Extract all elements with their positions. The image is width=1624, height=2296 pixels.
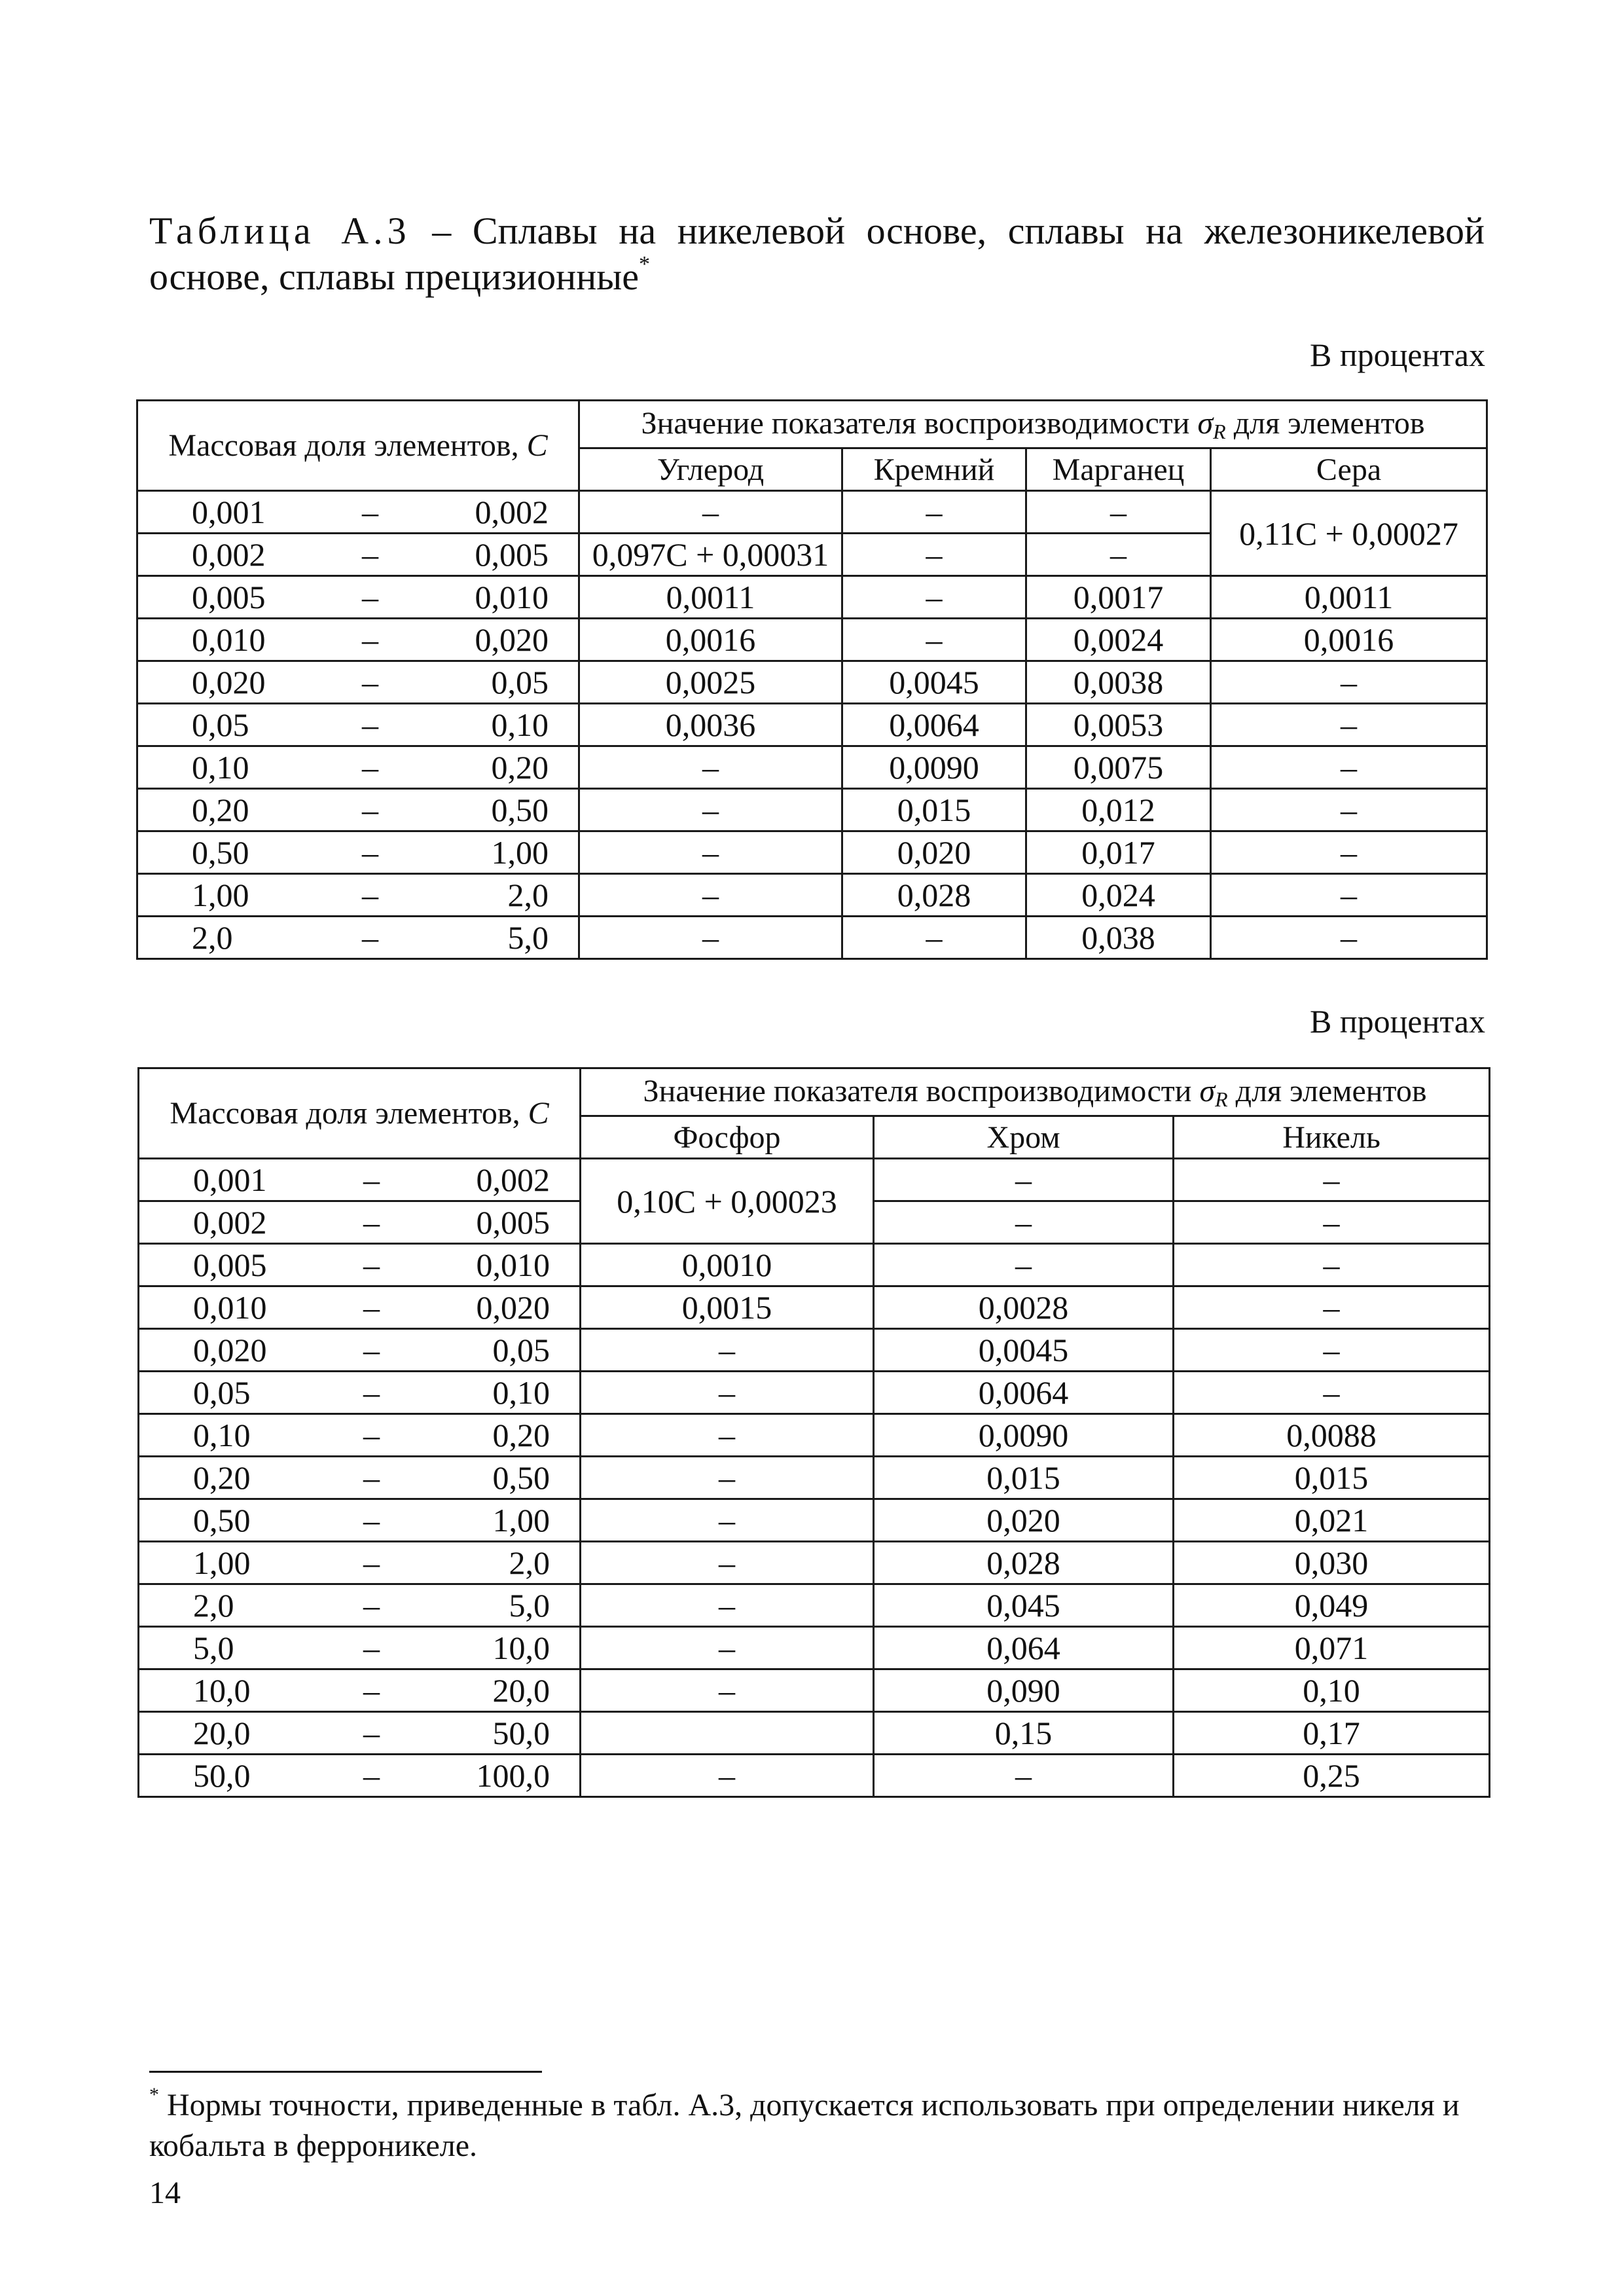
range-dash: – — [363, 1587, 380, 1624]
range-high: 20,0 — [492, 1672, 550, 1709]
range-low: 0,10 — [193, 1417, 251, 1453]
manganese-value: 0,012 — [1026, 789, 1211, 831]
silicon-value: 0,0045 — [842, 661, 1026, 704]
footnote-mark: * — [149, 2084, 159, 2105]
sulfur-value: – — [1211, 831, 1487, 874]
range-high: 5,0 — [507, 919, 549, 956]
mass-range-cell — [139, 1627, 581, 1669]
range-dash: – — [363, 1417, 380, 1453]
range-high: 2,0 — [509, 1544, 550, 1581]
phosphorus-value: – — [581, 1499, 874, 1542]
range-high: 0,010 — [476, 1247, 550, 1283]
table-1-header-carbon: Углерод — [579, 448, 842, 491]
mass-range-cell — [137, 491, 579, 534]
table-row — [139, 1414, 1490, 1457]
range-high: 0,002 — [475, 494, 549, 530]
range-low: 20,0 — [193, 1715, 251, 1751]
carbon-value: – — [579, 831, 842, 874]
mass-range-cell — [139, 1542, 581, 1584]
manganese-value: 0,0053 — [1026, 704, 1211, 746]
mass-range — [138, 621, 578, 659]
range-dash: – — [362, 834, 378, 871]
chromium-value: 0,15 — [874, 1712, 1174, 1755]
range-low: 0,010 — [192, 621, 266, 658]
mass-range — [139, 1459, 579, 1497]
mass-range — [138, 748, 578, 786]
table-row — [139, 1159, 1490, 1201]
carbon-value: – — [579, 917, 842, 959]
manganese-value: 0,0017 — [1026, 576, 1211, 619]
mass-range — [138, 663, 578, 701]
table-2-group-header: Значение показателя воспроизводимости $\sigma_R$ для элементов — [581, 1068, 1490, 1116]
table-1-header-silicon: Кремний — [842, 448, 1026, 491]
phosphorus-value: – — [581, 1329, 874, 1372]
phosphorus-value: – — [581, 1414, 874, 1457]
range-high: 1,00 — [492, 1502, 550, 1539]
table-row — [137, 491, 1487, 534]
range-high: 0,50 — [491, 792, 549, 828]
range-low: 2,0 — [192, 919, 233, 956]
silicon-value: – — [842, 534, 1026, 576]
table-row — [137, 917, 1487, 959]
phosphorus-value: – — [581, 1542, 874, 1584]
silicon-value: – — [842, 619, 1026, 661]
table-1-header-manganese: Марганец — [1026, 448, 1211, 491]
nickel-value: 0,25 — [1174, 1755, 1490, 1797]
mass-range-cell — [137, 704, 579, 746]
range-low: 0,005 — [192, 579, 266, 615]
nickel-value: – — [1174, 1372, 1490, 1414]
range-dash: – — [363, 1289, 380, 1326]
range-dash: – — [363, 1630, 380, 1666]
manganese-value: 0,0075 — [1026, 746, 1211, 789]
range-dash: – — [363, 1672, 380, 1709]
chromium-value: 0,0064 — [874, 1372, 1174, 1414]
chromium-value: – — [874, 1201, 1174, 1244]
chromium-value: 0,0045 — [874, 1329, 1174, 1372]
carbon-value: 0,0011 — [579, 576, 842, 619]
range-high: 0,05 — [491, 664, 549, 701]
phosphorus-value: – — [581, 1372, 874, 1414]
mass-range-cell — [139, 1286, 581, 1329]
silicon-value: 0,0064 — [842, 704, 1026, 746]
range-low: 0,05 — [193, 1374, 251, 1411]
range-low: 0,020 — [192, 664, 266, 701]
range-high: 1,00 — [491, 834, 549, 871]
range-high: 50,0 — [492, 1715, 550, 1751]
range-low: 0,20 — [193, 1459, 251, 1496]
range-dash: – — [362, 792, 378, 828]
manganese-value: 0,017 — [1026, 831, 1211, 874]
mass-range-cell — [139, 1584, 581, 1627]
manganese-value: 0,038 — [1026, 917, 1211, 959]
page-number: 14 — [149, 2176, 181, 2210]
mass-range — [138, 919, 578, 957]
silicon-value: – — [842, 576, 1026, 619]
range-high: 2,0 — [507, 877, 549, 913]
footnote-text: Нормы точности, приведенные в табл. А.3, допускается использовать при определении никеля и кобальта в ферроникеле. — [149, 2088, 1460, 2163]
footnote-divider — [149, 2071, 542, 2073]
table-row — [139, 1669, 1490, 1712]
range-high: 0,005 — [475, 536, 549, 573]
sulfur-value: – — [1211, 746, 1487, 789]
range-low: 10,0 — [193, 1672, 251, 1709]
table-row — [137, 619, 1487, 661]
range-low: 5,0 — [193, 1630, 234, 1666]
mass-range-cell — [137, 534, 579, 576]
table-2-header-phosphorus: Фосфор — [581, 1116, 874, 1159]
unit-label-table-1: В процентах — [1310, 337, 1485, 373]
silicon-value: 0,015 — [842, 789, 1026, 831]
mass-range-cell — [139, 1457, 581, 1499]
range-high: 100,0 — [476, 1757, 550, 1794]
range-high: 0,020 — [475, 621, 549, 658]
mass-range — [139, 1757, 579, 1795]
chromium-value: 0,0028 — [874, 1286, 1174, 1329]
mass-range — [139, 1374, 579, 1412]
range-high: 0,50 — [492, 1459, 550, 1496]
range-low: 1,00 — [192, 877, 249, 913]
table-row — [137, 704, 1487, 746]
range-dash: – — [363, 1161, 380, 1198]
nickel-value: 0,021 — [1174, 1499, 1490, 1542]
chromium-value: – — [874, 1159, 1174, 1201]
table-row — [139, 1712, 1490, 1755]
manganese-value: – — [1026, 491, 1211, 534]
range-dash: – — [362, 919, 378, 956]
mass-range — [139, 1544, 579, 1582]
range-low: 0,20 — [192, 792, 249, 828]
mass-range — [138, 536, 578, 574]
silicon-value: – — [842, 917, 1026, 959]
nickel-value: 0,10 — [1174, 1669, 1490, 1712]
nickel-value: 0,0088 — [1174, 1414, 1490, 1457]
phosphorus-value: – — [581, 1627, 874, 1669]
nickel-value: – — [1174, 1159, 1490, 1201]
table-title-footnote-mark: * — [638, 252, 650, 276]
table-row — [139, 1542, 1490, 1584]
carbon-value: 0,0016 — [579, 619, 842, 661]
table-row — [137, 831, 1487, 874]
carbon-value: – — [579, 789, 842, 831]
sulfur-value: – — [1211, 874, 1487, 917]
range-dash: – — [362, 664, 378, 701]
range-dash: – — [363, 1715, 380, 1751]
chromium-value: 0,020 — [874, 1499, 1174, 1542]
table-title-text: – Сплавы на никелевой основе, сплавы на железоникелевой основе, сплавы прецизионные — [149, 210, 1485, 298]
mass-range-cell — [137, 874, 579, 917]
mass-range-cell — [139, 1372, 581, 1414]
range-dash: – — [363, 1374, 380, 1411]
phosphorus-value: – — [581, 1457, 874, 1499]
sulfur-value: – — [1211, 704, 1487, 746]
mass-range — [139, 1586, 579, 1624]
table-2-header-nickel: Никель — [1174, 1116, 1490, 1159]
range-high: 0,020 — [476, 1289, 550, 1326]
phosphorus-value-merged: 0,10C + 0,00023 — [581, 1159, 874, 1244]
sulfur-value: 0,0011 — [1211, 576, 1487, 619]
phosphorus-value: – — [581, 1755, 874, 1797]
mass-range-cell — [137, 831, 579, 874]
nickel-value: – — [1174, 1244, 1490, 1286]
mass-range — [138, 833, 578, 871]
nickel-value: 0,071 — [1174, 1627, 1490, 1669]
mass-range-cell — [137, 917, 579, 959]
nickel-value: – — [1174, 1329, 1490, 1372]
table-title-label: Таблица А.3 — [149, 210, 411, 252]
range-high: 5,0 — [509, 1587, 550, 1624]
range-high: 10,0 — [492, 1630, 550, 1666]
table-row — [139, 1584, 1490, 1627]
table-row — [137, 789, 1487, 831]
table-row — [137, 661, 1487, 704]
carbon-value: 0,097C + 0,00031 — [579, 534, 842, 576]
nickel-value: – — [1174, 1201, 1490, 1244]
range-dash: – — [362, 579, 378, 615]
range-dash: – — [363, 1247, 380, 1283]
sulfur-value: – — [1211, 789, 1487, 831]
table-row — [139, 1372, 1490, 1414]
mass-range-cell — [137, 789, 579, 831]
table-row — [139, 1457, 1490, 1499]
range-low: 0,020 — [193, 1332, 267, 1368]
range-high: 0,05 — [492, 1332, 550, 1368]
chromium-value: 0,045 — [874, 1584, 1174, 1627]
table-1-group-header: Значение показателя воспроизводимости $\sigma_R$ для элементов — [579, 401, 1487, 448]
range-low: 0,05 — [192, 706, 249, 743]
phosphorus-value: 0,0015 — [581, 1286, 874, 1329]
mass-range-cell — [139, 1244, 581, 1286]
nickel-value: 0,030 — [1174, 1542, 1490, 1584]
nickel-value: 0,015 — [1174, 1457, 1490, 1499]
table-row — [137, 576, 1487, 619]
table-1-mass-header: Массовая доля элементов, C — [137, 401, 579, 491]
mass-range-cell — [139, 1499, 581, 1542]
mass-range — [139, 1288, 579, 1326]
mass-range-cell — [139, 1414, 581, 1457]
range-high: 0,005 — [476, 1204, 550, 1241]
range-high: 0,20 — [491, 749, 549, 786]
phosphorus-value: – — [581, 1584, 874, 1627]
range-low: 0,50 — [193, 1502, 251, 1539]
mass-range — [139, 1714, 579, 1752]
table-row — [137, 746, 1487, 789]
silicon-value: 0,0090 — [842, 746, 1026, 789]
chromium-value: 0,028 — [874, 1542, 1174, 1584]
sulfur-value: – — [1211, 917, 1487, 959]
range-low: 50,0 — [193, 1757, 251, 1794]
chromium-value: – — [874, 1244, 1174, 1286]
mass-range-cell — [137, 661, 579, 704]
table-2 — [137, 1067, 1490, 1798]
range-low: 0,001 — [192, 494, 266, 530]
range-dash: – — [363, 1544, 380, 1581]
range-low: 1,00 — [193, 1544, 251, 1581]
range-high: 0,10 — [492, 1374, 550, 1411]
range-low: 0,001 — [193, 1161, 267, 1198]
range-low: 0,10 — [192, 749, 249, 786]
table-2-header-chromium: Хром — [874, 1116, 1174, 1159]
mass-range — [139, 1161, 579, 1199]
range-dash: – — [362, 536, 378, 573]
mass-range — [139, 1246, 579, 1284]
range-dash: – — [362, 621, 378, 658]
mass-range — [138, 876, 578, 914]
table-row — [139, 1244, 1490, 1286]
mass-range-cell — [139, 1712, 581, 1755]
range-low: 0,002 — [192, 536, 266, 573]
chromium-value: 0,015 — [874, 1457, 1174, 1499]
table-row — [139, 1755, 1490, 1797]
range-dash: – — [363, 1459, 380, 1496]
mass-range — [139, 1416, 579, 1454]
range-low: 0,005 — [193, 1247, 267, 1283]
unit-label-table-2: В процентах — [1310, 1003, 1485, 1040]
phosphorus-value: – — [581, 1669, 874, 1712]
mass-range — [139, 1629, 579, 1667]
carbon-value: 0,0036 — [579, 704, 842, 746]
range-dash: – — [363, 1204, 380, 1241]
mass-range-cell — [137, 746, 579, 789]
table-row — [139, 1329, 1490, 1372]
table-2-body — [139, 1159, 1490, 1797]
footnote — [149, 2085, 1485, 2166]
nickel-value: – — [1174, 1286, 1490, 1329]
mass-range — [138, 791, 578, 829]
manganese-value: – — [1026, 534, 1211, 576]
carbon-value: – — [579, 746, 842, 789]
silicon-value: 0,020 — [842, 831, 1026, 874]
silicon-value: 0,028 — [842, 874, 1026, 917]
mass-range-cell — [139, 1201, 581, 1244]
manganese-value: 0,0038 — [1026, 661, 1211, 704]
carbon-value: – — [579, 874, 842, 917]
mass-range — [138, 706, 578, 744]
range-high: 0,002 — [476, 1161, 550, 1198]
range-low: 0,50 — [192, 834, 249, 871]
manganese-value: 0,0024 — [1026, 619, 1211, 661]
phosphorus-value — [581, 1712, 874, 1755]
nickel-value: 0,17 — [1174, 1712, 1490, 1755]
range-high: 0,20 — [492, 1417, 550, 1453]
mass-range — [139, 1671, 579, 1709]
mass-range — [139, 1331, 579, 1369]
mass-range — [138, 578, 578, 616]
mass-range-cell — [137, 619, 579, 661]
range-dash: – — [363, 1502, 380, 1539]
range-low: 0,010 — [193, 1289, 267, 1326]
carbon-value: 0,0025 — [579, 661, 842, 704]
range-dash: – — [363, 1332, 380, 1368]
mass-range — [139, 1203, 579, 1241]
range-low: 0,002 — [193, 1204, 267, 1241]
table-row — [137, 874, 1487, 917]
table-row — [139, 1286, 1490, 1329]
manganese-value: 0,024 — [1026, 874, 1211, 917]
mass-range — [139, 1501, 579, 1539]
range-dash: – — [362, 749, 378, 786]
mass-range-cell — [139, 1329, 581, 1372]
table-1-header-sulfur: Сера — [1211, 448, 1487, 491]
carbon-value: – — [579, 491, 842, 534]
table-row — [139, 1499, 1490, 1542]
chromium-value: 0,064 — [874, 1627, 1174, 1669]
range-high: 0,010 — [475, 579, 549, 615]
table-2-mass-header: Массовая доля элементов, C — [139, 1068, 581, 1159]
mass-range-cell — [139, 1159, 581, 1201]
range-low: 2,0 — [193, 1587, 234, 1624]
silicon-value: – — [842, 491, 1026, 534]
range-dash: – — [363, 1757, 380, 1794]
table-title — [149, 208, 1485, 300]
mass-range-cell — [139, 1755, 581, 1797]
chromium-value: 0,0090 — [874, 1414, 1174, 1457]
mass-range-cell — [137, 576, 579, 619]
mass-range-cell — [139, 1669, 581, 1712]
sulfur-value: – — [1211, 661, 1487, 704]
mass-range — [138, 493, 578, 531]
table-row — [139, 1627, 1490, 1669]
range-dash: – — [362, 877, 378, 913]
range-high: 0,10 — [491, 706, 549, 743]
table-1 — [136, 399, 1488, 960]
sulfur-value-merged: 0,11C + 0,00027 — [1211, 491, 1487, 576]
range-dash: – — [362, 706, 378, 743]
phosphorus-value: 0,0010 — [581, 1244, 874, 1286]
table-1-body — [137, 491, 1487, 959]
chromium-value: – — [874, 1755, 1174, 1797]
range-dash: – — [362, 494, 378, 530]
sulfur-value: 0,0016 — [1211, 619, 1487, 661]
nickel-value: 0,049 — [1174, 1584, 1490, 1627]
chromium-value: 0,090 — [874, 1669, 1174, 1712]
